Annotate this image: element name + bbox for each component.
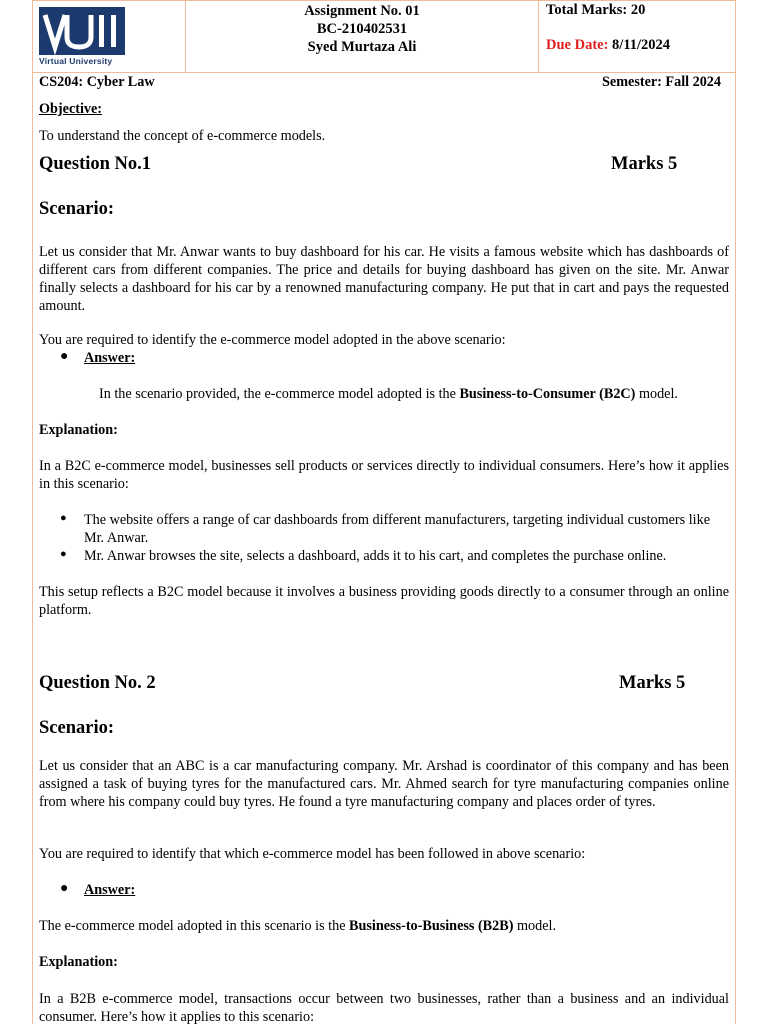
semester: Semester: Fall 2024 <box>602 74 721 90</box>
vu-logo-mark <box>39 7 125 55</box>
question-2-answer <box>39 918 556 935</box>
logo-cell <box>33 1 186 73</box>
vu-logo <box>39 7 125 55</box>
answer-suffix: model. <box>513 918 556 934</box>
question-1-point-2: Mr. Anwar browses the site, selects a dashboard, adds it to his cart, and completes the purchase online. <box>84 548 667 564</box>
due-date <box>546 37 736 54</box>
question-2-scenario: Let us consider that an ABC is a car manufacturing company. Mr. Arshad is coordinator of this company and has been assigned a task of buying tyres for the manufactured cars. Mr. Ahmed search for tyre manufacturing companies online from where his company could buy tyres. He found a tyre manufacturing company and places order of tyres. <box>39 758 729 810</box>
marks-info <box>539 1 736 73</box>
student-id: BC-210402531 <box>316 21 408 37</box>
question-1-conclusion: This setup reflects a B2C model because it involves a business providing goods directly to a consumer through an online platform. <box>39 584 729 618</box>
question-2-explanation-label: Explanation: <box>39 954 118 970</box>
answer-suffix: model. <box>635 386 678 402</box>
course-title: CS204: Cyber Law <box>39 74 155 90</box>
question-2-marks: Marks 5 <box>619 673 686 693</box>
question-1-marks: Marks 5 <box>611 154 678 174</box>
question-1-scenario: Let us consider that Mr. Anwar wants to buy dashboard for his car. He visits a famous website which has dashboards of different cars from different companies. The price and details for buying dashboard has given on the site. Mr. Anwar finally selects a dashboard for his car by a renowned manufacturing company. He put that in cart and pays the requested amount. <box>39 244 729 314</box>
answer-model: Business-to-Business (B2B) <box>349 918 514 934</box>
bullet-icon: ● <box>60 349 69 364</box>
logo-caption: Virtual University <box>39 56 113 66</box>
answer-text: In the scenario provided, the e-commerce model adopted is the <box>99 386 460 402</box>
due-date-label: Due Date: <box>546 37 609 53</box>
answer-model: Business-to-Consumer (B2C) <box>459 386 636 402</box>
question-1-explanation-label: Explanation: <box>39 422 118 438</box>
assignment-number: Assignment No. 01 <box>304 3 420 19</box>
question-1-title: Question No.1 <box>39 154 152 174</box>
due-date-value: 8/11/2024 <box>612 37 671 53</box>
bullet-icon: ● <box>60 548 67 560</box>
question-2-prompt: You are required to identify that which e-commerce model has been followed in above scenario: <box>39 846 586 862</box>
question-2-explanation: In a B2B e-commerce model, transactions occur between two businesses, rather than a business and an individual consumer. Here’s how it applies to this scenario: <box>39 991 729 1024</box>
student-name: Syed Murtaza Ali <box>307 39 417 55</box>
question-2-title: Question No. 2 <box>39 673 156 693</box>
objective-text: To understand the concept of e-commerce models. <box>39 128 326 144</box>
question-1-answer <box>99 386 678 403</box>
answer-text: The e-commerce model adopted in this scenario is the <box>39 918 350 934</box>
question-1-prompt: You are required to identify the e-commerce model adopted in the above scenario: <box>39 332 506 348</box>
question-1-point-1: The website offers a range of car dashboards from different manufacturers, targeting individual customers like Mr. Anwar. <box>84 512 711 546</box>
objective-label: Objective: <box>39 101 103 117</box>
assignment-info <box>186 1 539 73</box>
question-2-scenario-label: Scenario: <box>39 718 115 738</box>
bullet-icon: ● <box>60 512 67 524</box>
header-table <box>33 0 736 73</box>
question-2-answer-label: Answer: <box>84 882 136 898</box>
total-marks: Total Marks: 20 <box>546 2 646 18</box>
question-1-scenario-label: Scenario: <box>39 199 115 219</box>
question-1-explanation: In a B2C e-commerce model, businesses sell products or services directly to individual consumers. Here’s how it applies in this scenario: <box>39 458 729 492</box>
document-page <box>32 0 736 1024</box>
bullet-icon: ● <box>60 881 69 896</box>
question-1-answer-label: Answer: <box>84 350 136 366</box>
